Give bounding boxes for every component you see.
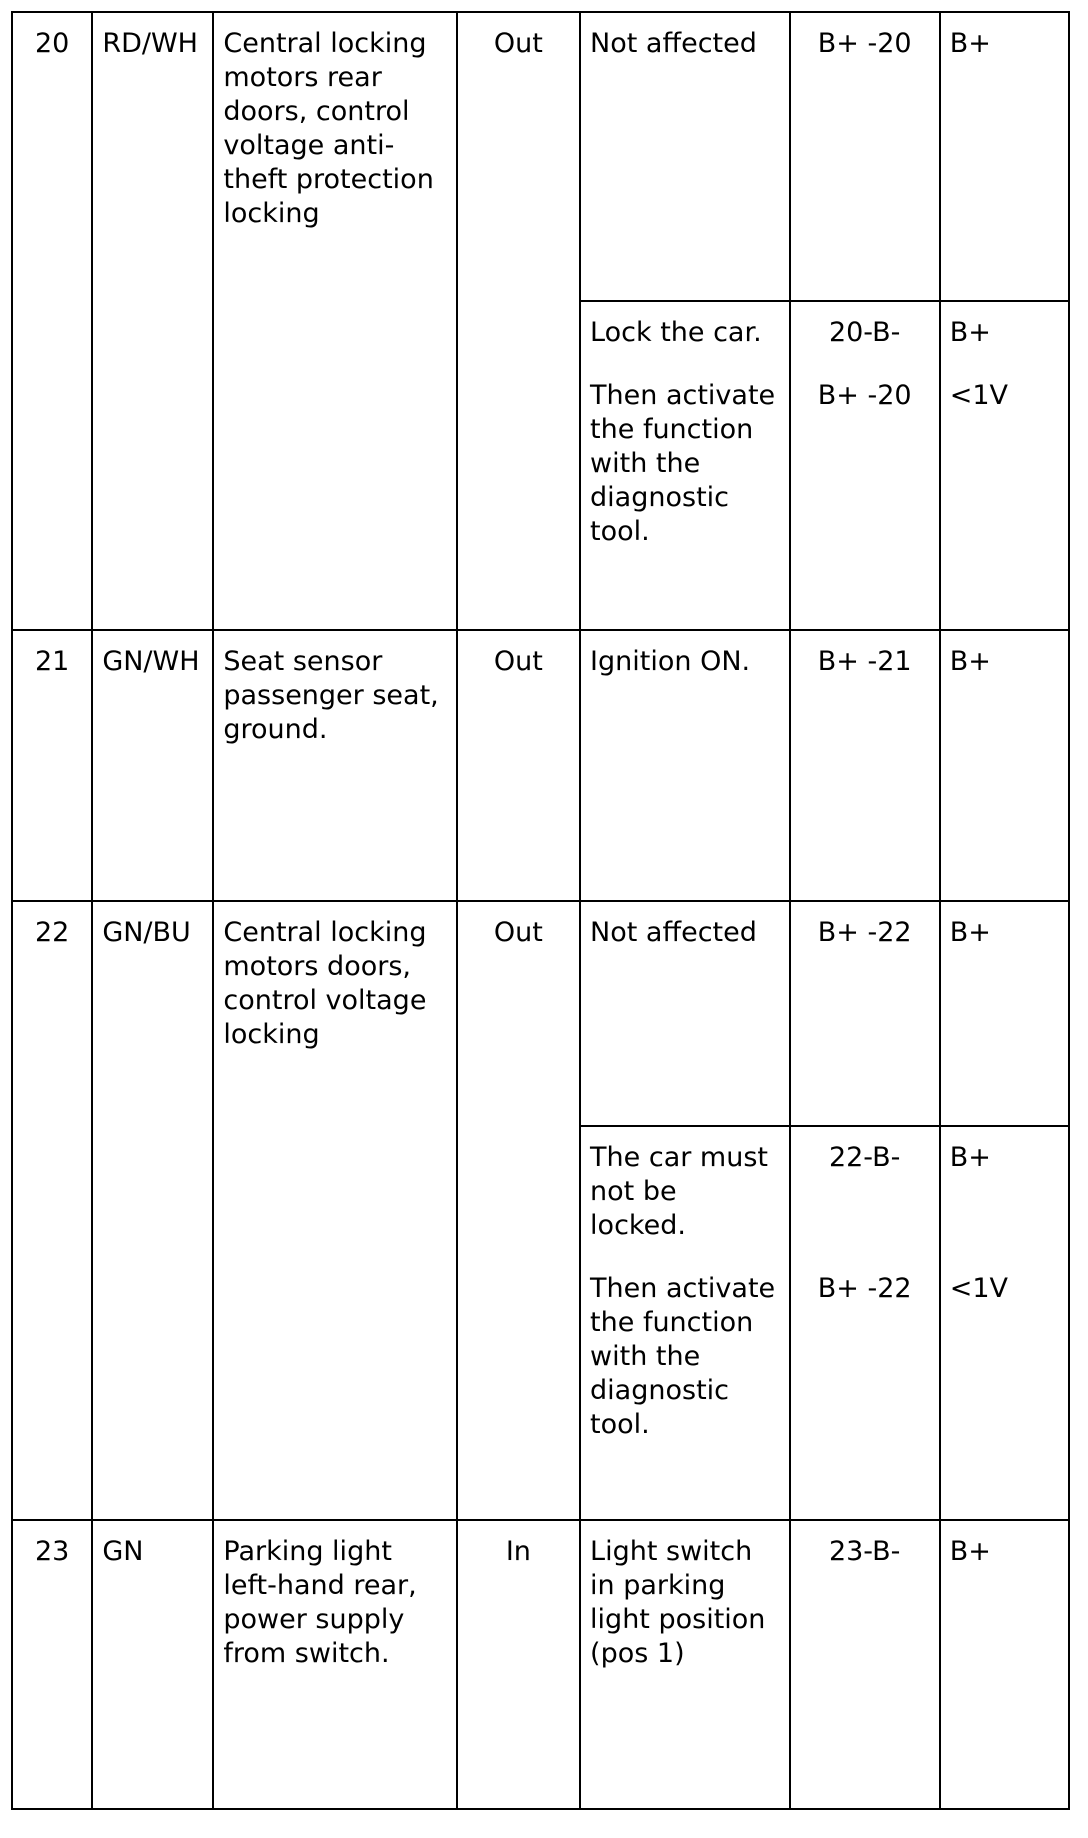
test-condition bbox=[580, 630, 790, 901]
result-text: <1V bbox=[949, 380, 1009, 412]
expected-value bbox=[940, 12, 1069, 301]
signal-direction: Out bbox=[457, 901, 580, 1520]
pin-description: Parking light left-hand rear, power supply from switch. bbox=[213, 1520, 456, 1809]
measure-point bbox=[790, 901, 940, 1126]
test-condition bbox=[580, 12, 790, 301]
condition-text: Not affected bbox=[590, 916, 757, 948]
measure-text: B+ -21 bbox=[817, 645, 912, 677]
measure-text: B+ -22 bbox=[817, 916, 912, 948]
measure-point bbox=[790, 12, 940, 301]
pin-number: 20 bbox=[12, 12, 92, 630]
result-text: B+ bbox=[949, 1535, 991, 1567]
table-row bbox=[12, 901, 1069, 1126]
measure-text: B+ -22 bbox=[817, 1272, 912, 1304]
expected-value bbox=[940, 901, 1069, 1126]
condition-text: Then activate the function with the diagnostic tool. bbox=[590, 380, 776, 548]
test-condition bbox=[580, 901, 790, 1126]
pin-number: 23 bbox=[12, 1520, 92, 1809]
test-condition bbox=[580, 301, 790, 630]
expected-value bbox=[940, 1520, 1069, 1809]
signal-direction: In bbox=[457, 1520, 580, 1809]
table-row bbox=[12, 630, 1069, 901]
measure-text: 22-B- bbox=[828, 1141, 901, 1173]
result-text: <1V bbox=[949, 1272, 1009, 1304]
wire-color: GN/BU bbox=[92, 901, 213, 1520]
table-row bbox=[12, 12, 1069, 301]
result-text: B+ bbox=[949, 28, 991, 59]
measure-point bbox=[790, 301, 940, 630]
expected-value bbox=[940, 1126, 1069, 1520]
table-row bbox=[12, 1520, 1069, 1809]
measure-point bbox=[790, 1520, 940, 1809]
signal-direction: Out bbox=[457, 630, 580, 901]
pin-description: Central locking motors rear doors, control voltage anti-theft protection locking bbox=[213, 12, 456, 630]
measure-text: 20-B- bbox=[828, 317, 901, 349]
condition-text: Not affected bbox=[590, 28, 757, 59]
wire-color: GN bbox=[92, 1520, 213, 1809]
condition-text: Then activate the function with the diagnostic tool. bbox=[590, 1272, 776, 1440]
measure-point bbox=[790, 1126, 940, 1520]
signal-direction: Out bbox=[457, 12, 580, 630]
result-text: B+ bbox=[949, 317, 991, 349]
pin-description: Central locking motors doors, control voltage locking bbox=[213, 901, 456, 1520]
condition-text: The car must not be locked. bbox=[590, 1141, 768, 1241]
pin-number: 22 bbox=[12, 901, 92, 1520]
condition-text: Ignition ON. bbox=[590, 645, 751, 677]
test-condition bbox=[580, 1520, 790, 1809]
expected-value bbox=[940, 630, 1069, 901]
pin-table bbox=[11, 11, 1070, 1810]
pin-number: 21 bbox=[12, 630, 92, 901]
measure-text: B+ -20 bbox=[817, 380, 912, 412]
measure-text: B+ -20 bbox=[817, 28, 912, 59]
wire-color: RD/WH bbox=[92, 12, 213, 630]
wire-color: GN/WH bbox=[92, 630, 213, 901]
measure-text: 23-B- bbox=[828, 1535, 901, 1567]
measure-point bbox=[790, 630, 940, 901]
pin-description: Seat sensor passenger seat, ground. bbox=[213, 630, 456, 901]
result-text: B+ bbox=[949, 1141, 991, 1173]
result-text: B+ bbox=[949, 645, 991, 677]
condition-text: Light switch in parking light position (pos 1) bbox=[590, 1535, 766, 1669]
condition-text: Lock the car. bbox=[590, 317, 762, 349]
result-text: B+ bbox=[949, 916, 991, 948]
expected-value bbox=[940, 301, 1069, 630]
test-condition bbox=[580, 1126, 790, 1520]
